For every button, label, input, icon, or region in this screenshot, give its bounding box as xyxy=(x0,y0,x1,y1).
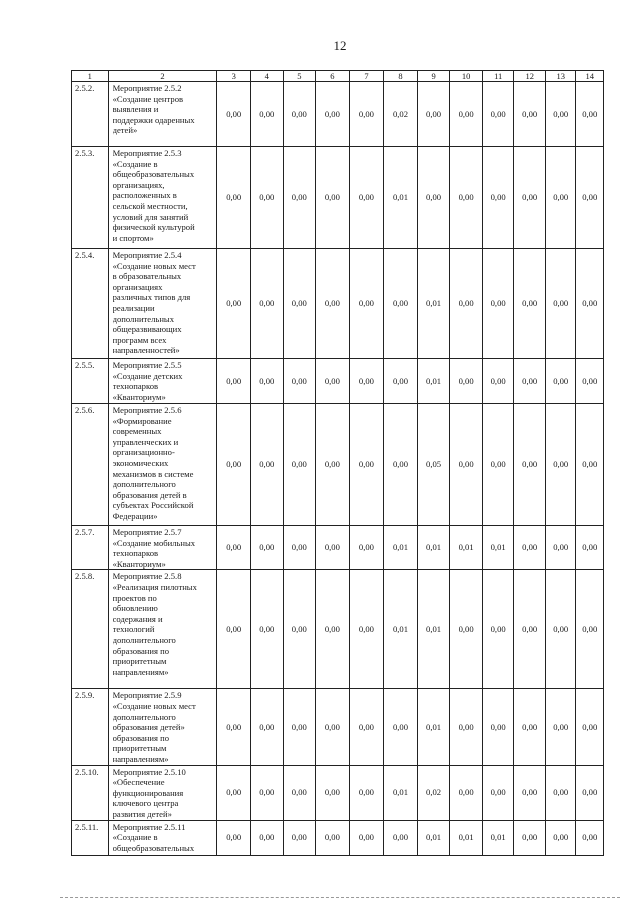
row-name-line: «Создание новых мест xyxy=(112,700,196,711)
value-cell: 0,00 xyxy=(482,689,514,765)
value-cell: 0,00 xyxy=(283,765,316,820)
table-row xyxy=(72,570,604,689)
value-cell: 0,00 xyxy=(316,820,350,855)
value-cell: 0,00 xyxy=(349,526,384,570)
row-name-line: дополнительного xyxy=(112,711,176,722)
row-name-line: Мероприятие 2.5.11 xyxy=(112,821,186,832)
row-name-line: управленческих и xyxy=(112,436,179,447)
value-cell: 0,05 xyxy=(417,404,450,526)
value-cell: 0,00 xyxy=(217,82,251,147)
table-row xyxy=(72,820,604,855)
table-row xyxy=(72,249,604,359)
row-name-line: Мероприятие 2.5.9 xyxy=(112,690,182,701)
row-name-line: направленностей» xyxy=(112,345,180,356)
table-row xyxy=(72,765,604,820)
value-cell: 0,00 xyxy=(283,249,316,359)
row-name xyxy=(108,82,217,147)
value-cell: 0,00 xyxy=(283,82,316,147)
row-name-line: общеразвивающих xyxy=(112,324,182,335)
row-name-line: Мероприятие 2.5.10 xyxy=(112,766,186,777)
value-cell: 0,00 xyxy=(384,249,418,359)
column-number-10: 10 xyxy=(450,71,483,82)
value-cell: 0,00 xyxy=(482,147,514,249)
value-cell: 0,00 xyxy=(576,526,604,570)
value-cell: 0,02 xyxy=(417,765,450,820)
value-cell: 0,00 xyxy=(349,82,384,147)
value-cell: 0,00 xyxy=(251,359,284,404)
value-cell: 0,01 xyxy=(384,570,418,689)
value-cell: 0,00 xyxy=(482,765,514,820)
value-cell: 0,00 xyxy=(316,147,350,249)
column-number-6: 6 xyxy=(316,71,350,82)
row-code: 2.5.3. xyxy=(72,147,109,249)
value-cell: 0,00 xyxy=(545,820,576,855)
row-name-line: образования детей» xyxy=(112,722,185,733)
value-cell: 0,00 xyxy=(450,249,483,359)
row-name-line: приоритетным xyxy=(112,656,167,667)
column-number-13: 13 xyxy=(545,71,576,82)
value-cell: 0,00 xyxy=(349,689,384,765)
row-name-line: функционирования xyxy=(112,787,184,798)
value-cell: 0,00 xyxy=(514,689,546,765)
value-cell: 0,01 xyxy=(417,689,450,765)
row-name-line: Федерации» xyxy=(112,510,158,521)
row-name-line: организационно- xyxy=(112,447,175,458)
value-cell: 0,01 xyxy=(384,765,418,820)
column-number-2: 2 xyxy=(108,71,217,82)
column-number-7: 7 xyxy=(349,71,384,82)
row-name-line: Мероприятие 2.5.3 xyxy=(112,148,182,158)
row-name-line: образования по xyxy=(112,645,169,656)
row-name-line: различных типов для xyxy=(112,292,191,303)
row-name-line: ключевого центра xyxy=(112,798,179,809)
value-cell: 0,00 xyxy=(545,82,576,147)
row-name-line: «Создание в xyxy=(112,158,158,169)
value-cell: 0,00 xyxy=(450,82,483,147)
value-cell: 0,00 xyxy=(349,404,384,526)
value-cell: 0,00 xyxy=(576,570,604,689)
value-cell: 0,00 xyxy=(384,359,418,404)
value-cell: 0,01 xyxy=(417,249,450,359)
value-cell: 0,00 xyxy=(217,526,251,570)
row-code: 2.5.5. xyxy=(72,359,109,404)
value-cell: 0,00 xyxy=(283,147,316,249)
value-cell: 0,00 xyxy=(384,404,418,526)
footer-rule xyxy=(60,897,620,898)
value-cell: 0,00 xyxy=(514,404,546,526)
table-row xyxy=(72,147,604,249)
value-cell: 0,00 xyxy=(514,147,546,249)
value-cell: 0,00 xyxy=(217,765,251,820)
value-cell: 0,00 xyxy=(283,404,316,526)
value-cell: 0,00 xyxy=(349,765,384,820)
row-name-line: содержания и xyxy=(112,613,163,624)
value-cell: 0,00 xyxy=(283,526,316,570)
value-cell: 0,00 xyxy=(283,570,316,689)
value-cell: 0,00 xyxy=(545,689,576,765)
value-cell: 0,00 xyxy=(576,404,604,526)
value-cell: 0,00 xyxy=(251,147,284,249)
value-cell: 0,00 xyxy=(545,359,576,404)
row-name-line: Мероприятие 2.5.5 xyxy=(112,360,182,370)
value-cell: 0,00 xyxy=(316,570,350,689)
row-name-line: физической культурой xyxy=(112,222,195,233)
value-cell: 0,00 xyxy=(316,249,350,359)
value-cell: 0,00 xyxy=(545,765,576,820)
value-cell: 0,00 xyxy=(514,249,546,359)
value-cell: 0,00 xyxy=(450,570,483,689)
column-number-8: 8 xyxy=(384,71,418,82)
value-cell: 0,00 xyxy=(482,404,514,526)
row-name-line: Мероприятие 2.5.2 xyxy=(112,83,182,93)
value-cell: 0,00 xyxy=(545,570,576,689)
row-name xyxy=(108,249,217,359)
value-cell: 0,00 xyxy=(251,820,284,855)
table-row xyxy=(72,526,604,570)
value-cell: 0,00 xyxy=(450,359,483,404)
header-row xyxy=(72,71,604,82)
value-cell: 0,00 xyxy=(514,82,546,147)
value-cell: 0,00 xyxy=(545,526,576,570)
value-cell: 0,01 xyxy=(450,526,483,570)
row-name-line: «Реализация пилотных xyxy=(112,581,197,592)
row-name-line: технопарков xyxy=(112,381,159,392)
column-number-4: 4 xyxy=(251,71,284,82)
row-code: 2.5.11. xyxy=(72,820,109,855)
row-code: 2.5.7. xyxy=(72,526,109,570)
row-code: 2.5.2. xyxy=(72,82,109,147)
value-cell: 0,00 xyxy=(576,359,604,404)
value-cell: 0,00 xyxy=(349,359,384,404)
row-name-line: дополнительных xyxy=(112,313,174,324)
value-cell: 0,00 xyxy=(251,765,284,820)
value-cell: 0,01 xyxy=(482,820,514,855)
column-number-14: 14 xyxy=(576,71,604,82)
value-cell: 0,00 xyxy=(545,249,576,359)
row-name-line: Мероприятие 2.5.8 xyxy=(112,571,182,582)
value-cell: 0,00 xyxy=(482,82,514,147)
row-name-line: Мероприятие 2.5.6 xyxy=(112,405,182,415)
value-cell: 0,00 xyxy=(217,359,251,404)
value-cell: 0,00 xyxy=(217,570,251,689)
value-cell: 0,01 xyxy=(417,570,450,689)
row-name-line: приоритетным xyxy=(112,743,167,754)
value-cell: 0,01 xyxy=(384,526,418,570)
row-name-line: «Создание детских xyxy=(112,370,183,381)
row-name-line: детей» xyxy=(112,125,138,136)
value-cell: 0,00 xyxy=(450,404,483,526)
value-cell: 0,01 xyxy=(417,820,450,855)
row-name-line: «Создание новых мест xyxy=(112,260,196,271)
value-cell: 0,00 xyxy=(576,689,604,765)
row-name-line: экономических xyxy=(112,457,169,468)
table-row xyxy=(72,689,604,765)
column-number-5: 5 xyxy=(283,71,316,82)
row-name-line: дополнительного xyxy=(112,479,176,490)
value-cell: 0,00 xyxy=(217,147,251,249)
value-cell: 0,00 xyxy=(251,82,284,147)
value-cell: 0,00 xyxy=(514,526,546,570)
row-name-line: организациях xyxy=(112,281,163,292)
value-cell: 0,00 xyxy=(349,820,384,855)
value-cell: 0,01 xyxy=(417,526,450,570)
value-cell: 0,00 xyxy=(545,404,576,526)
row-name-line: проектов по xyxy=(112,592,157,603)
value-cell: 0,00 xyxy=(576,82,604,147)
row-name-line: «Кванториум» xyxy=(112,558,166,569)
row-name-line: направлениям» xyxy=(112,753,169,764)
value-cell: 0,00 xyxy=(349,249,384,359)
value-cell: 0,00 xyxy=(217,689,251,765)
value-cell: 0,00 xyxy=(576,765,604,820)
row-name-line: «Обеспечение xyxy=(112,777,165,788)
column-number-12: 12 xyxy=(514,71,546,82)
row-name-line: в образовательных xyxy=(112,271,182,282)
value-cell: 0,00 xyxy=(514,570,546,689)
row-name-line: субъектах Российской xyxy=(112,500,194,511)
value-cell: 0,00 xyxy=(417,82,450,147)
value-cell: 0,00 xyxy=(251,570,284,689)
row-name-line: организациях, xyxy=(112,179,165,190)
value-cell: 0,00 xyxy=(316,765,350,820)
row-code: 2.5.4. xyxy=(72,249,109,359)
row-name-line: современных xyxy=(112,426,162,437)
row-name-line: выявления и xyxy=(112,104,159,115)
column-number-1: 1 xyxy=(72,71,109,82)
row-name-line: расположенных в xyxy=(112,190,177,201)
value-cell: 0,00 xyxy=(349,147,384,249)
value-cell: 0,01 xyxy=(417,359,450,404)
data-table xyxy=(71,70,604,856)
row-name-line: «Кванториум» xyxy=(112,391,166,402)
row-name-line: программ всех xyxy=(112,334,167,345)
value-cell: 0,02 xyxy=(384,82,418,147)
column-number-9: 9 xyxy=(417,71,450,82)
column-number-3: 3 xyxy=(217,71,251,82)
value-cell: 0,00 xyxy=(283,359,316,404)
value-cell: 0,00 xyxy=(576,820,604,855)
value-cell: 0,00 xyxy=(450,689,483,765)
value-cell: 0,00 xyxy=(316,404,350,526)
value-cell: 0,01 xyxy=(482,526,514,570)
row-name-line: условий для занятий xyxy=(112,211,189,222)
value-cell: 0,01 xyxy=(450,820,483,855)
value-cell: 0,00 xyxy=(316,689,350,765)
row-name-line: сельской местности, xyxy=(112,200,188,211)
value-cell: 0,00 xyxy=(217,249,251,359)
value-cell: 0,00 xyxy=(545,147,576,249)
value-cell: 0,00 xyxy=(283,689,316,765)
value-cell: 0,00 xyxy=(450,147,483,249)
value-cell: 0,00 xyxy=(251,404,284,526)
value-cell: 0,00 xyxy=(384,820,418,855)
value-cell: 0,00 xyxy=(514,359,546,404)
row-name xyxy=(108,765,217,820)
row-name xyxy=(108,820,217,855)
row-name-line: поддержки одаренных xyxy=(112,114,195,125)
value-cell: 0,00 xyxy=(576,147,604,249)
value-cell: 0,00 xyxy=(482,570,514,689)
row-name-line: дополнительного xyxy=(112,634,176,645)
table-row xyxy=(72,404,604,526)
value-cell: 0,01 xyxy=(384,147,418,249)
value-cell: 0,00 xyxy=(217,820,251,855)
row-name-line: развития детей» xyxy=(112,808,172,819)
row-name-line: направлениям» xyxy=(112,666,169,677)
value-cell: 0,00 xyxy=(482,249,514,359)
table-row xyxy=(72,359,604,404)
value-cell: 0,00 xyxy=(514,820,546,855)
row-name-line: «Создание центров xyxy=(112,93,184,104)
value-cell: 0,00 xyxy=(251,689,284,765)
table-row xyxy=(72,82,604,147)
row-name-line: Мероприятие 2.5.4 xyxy=(112,250,182,260)
value-cell: 0,00 xyxy=(349,570,384,689)
row-name xyxy=(108,147,217,249)
row-name-line: реализации xyxy=(112,302,155,313)
value-cell: 0,00 xyxy=(482,359,514,404)
row-name-line: общеобразовательных xyxy=(112,842,195,853)
value-cell: 0,00 xyxy=(283,820,316,855)
value-cell: 0,00 xyxy=(251,526,284,570)
value-cell: 0,00 xyxy=(417,147,450,249)
row-name xyxy=(108,526,217,570)
row-name-line: механизмов в системе xyxy=(112,468,194,479)
row-name-line: технопарков xyxy=(112,548,159,559)
value-cell: 0,00 xyxy=(251,249,284,359)
row-name-line: общеобразовательных xyxy=(112,169,195,180)
row-name-line: обновлению xyxy=(112,603,158,614)
row-name xyxy=(108,570,217,689)
column-number-11: 11 xyxy=(482,71,514,82)
row-name-line: образования по xyxy=(112,732,169,743)
value-cell: 0,00 xyxy=(576,249,604,359)
value-cell: 0,00 xyxy=(514,765,546,820)
row-code: 2.5.10. xyxy=(72,765,109,820)
row-name xyxy=(108,689,217,765)
row-code: 2.5.9. xyxy=(72,689,109,765)
value-cell: 0,00 xyxy=(450,765,483,820)
page-number: 12 xyxy=(333,38,347,53)
row-name-line: «Формирование xyxy=(112,415,172,426)
value-cell: 0,00 xyxy=(316,359,350,404)
row-name-line: «Создание мобильных xyxy=(112,537,196,548)
value-cell: 0,00 xyxy=(217,404,251,526)
row-name-line: «Создание в xyxy=(112,832,158,843)
value-cell: 0,00 xyxy=(316,526,350,570)
row-name-line: и спортом» xyxy=(112,232,154,243)
value-cell: 0,00 xyxy=(316,82,350,147)
value-cell: 0,00 xyxy=(384,689,418,765)
row-name-line: Мероприятие 2.5.7 xyxy=(112,527,182,537)
row-name-line: образования детей в xyxy=(112,489,187,500)
row-name xyxy=(108,404,217,526)
row-name xyxy=(108,359,217,404)
row-name-line: технологий xyxy=(112,624,155,635)
row-code: 2.5.8. xyxy=(72,570,109,689)
row-code: 2.5.6. xyxy=(72,404,109,526)
